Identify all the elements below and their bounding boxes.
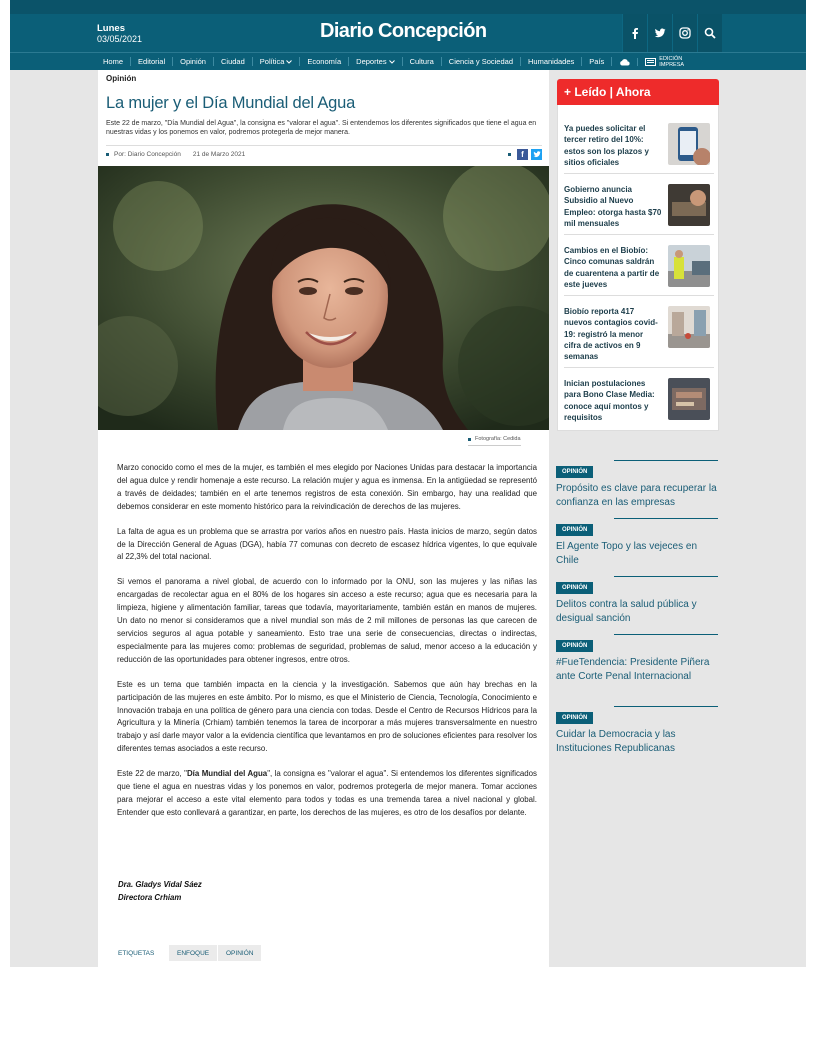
bullet-icon [106, 153, 109, 156]
current-day: Lunes [97, 23, 125, 34]
signature-role: Directora Crhiam [118, 892, 182, 902]
article-paragraph: Si vemos el panorama a nivel global, de acuerdo con lo informado por la ONU, son las mujeres y las niñas las encargadas de recolectar agua en el 80% de los hogares sin acceso a este recurso; agua que es necesaria para la limpieza, higiene y alimentación familiar, tareas que todavía, mayoritariamente, también están en manos de mujeres. Un dato no menor si consideramos que a nivel mundial son más de 2 mil millones de personas las que carecen de servicios seguros al agua potable y saneamiento. Esto trae una serie de consecuencias, directas o indirectas, especialmente para las mujeres como: problemas de seguridad, problemas de salud, menor acceso a la educación y reducción de las oportunidades para obtener ingresos, entre otros. [117, 577, 537, 664]
facebook-icon[interactable] [622, 14, 647, 52]
most-read-thumbnail[interactable] [668, 184, 710, 226]
nav-item-ciudad[interactable]: Ciudad [214, 57, 253, 66]
cloud-icon [619, 58, 630, 66]
article-paragraph: La falta de agua es un problema que se arrastra por varios años en nuestro país. Hasta inicios de marzo, según datos de la Dirección General de Aguas (DGA), había 77 comunas con decreto de escasez hídrica vigentes, lo que equivale al 22,3% del total nacional. [117, 526, 537, 562]
left-gutter [10, 70, 98, 967]
article-date: 21 de Marzo 2021 [192, 151, 246, 158]
nav-item-opinion[interactable]: Opinión [173, 57, 214, 66]
main-nav [10, 52, 806, 70]
bullet-icon [468, 438, 471, 441]
opinion-badge: OPINIÓN [556, 582, 593, 594]
most-read-item[interactable] [564, 306, 714, 368]
twitter-icon[interactable] [647, 14, 672, 52]
edition-label-line2: IMPRESA [659, 61, 685, 68]
opinion-title[interactable]: Cuidar la Democracia y las Instituciones Republicanas [556, 729, 676, 754]
opinion-badge: OPINIÓN [556, 640, 593, 652]
photo-credit [468, 436, 521, 446]
chevron-down-icon [286, 60, 292, 64]
nav-item-edicion-impresa[interactable] [638, 56, 691, 68]
opinion-item[interactable] [556, 634, 718, 683]
nav-item-editorial[interactable]: Editorial [131, 57, 173, 66]
site-header [10, 14, 806, 52]
nav-item-deportes[interactable] [349, 57, 402, 66]
nav-item-cultura[interactable]: Cultura [403, 57, 442, 66]
opinion-title[interactable]: #FueTendencia: Presidente Piñera ante Corte Penal Internacional [556, 657, 710, 682]
opinion-title[interactable]: Delitos contra la salud pública y desigual sanción [556, 599, 697, 624]
facebook-share-icon[interactable]: f [517, 149, 528, 160]
article-title: La mujer y el Día Mundial del Agua [106, 94, 356, 112]
divider [614, 576, 718, 577]
search-icon[interactable] [697, 14, 722, 52]
most-read-title[interactable]: Ya puedes solicitar el tercer retiro del 10%: estos son los plazos y sitios oficiales [564, 124, 649, 167]
header-social-links [622, 14, 722, 52]
nav-item-economia[interactable]: Economía [300, 57, 349, 66]
article-meta [106, 145, 542, 163]
divider [614, 518, 718, 519]
chevron-down-icon [389, 60, 395, 64]
most-read-thumbnail[interactable] [668, 245, 710, 287]
signature-name: Dra. Gladys Vidal Sáez [118, 880, 202, 889]
divider [614, 460, 718, 461]
nav-item-politica[interactable] [253, 57, 301, 66]
instagram-icon[interactable] [672, 14, 697, 52]
opinion-title[interactable]: El Agente Topo y las vejeces en Chile [556, 541, 698, 566]
most-read-thumbnail[interactable] [668, 123, 710, 165]
nav-item-weather[interactable] [612, 58, 638, 66]
divider [614, 634, 718, 635]
section-label[interactable]: Opinión [106, 74, 137, 83]
top-band [10, 0, 806, 14]
edition-label-line1: EDICIÓN [659, 55, 683, 62]
most-read-title[interactable]: Gobierno anuncia Subsidio al Nuevo Empleo: otorga hasta $70 mil mensuales [564, 185, 662, 228]
nav-item-ciencia[interactable]: Ciencia y Sociedad [442, 57, 521, 66]
article-paragraph [117, 768, 537, 820]
most-read-item[interactable] [564, 184, 714, 235]
opinion-item[interactable] [556, 576, 718, 625]
nav-item-humanidades[interactable]: Humanidades [521, 57, 582, 66]
divider [614, 706, 718, 707]
opinion-badge: OPINIÓN [556, 712, 593, 724]
most-read-title[interactable]: Biobío reporta 417 nuevos contagios covid-19: registró la menor cifra de activos en 9 semanas [564, 307, 658, 362]
most-read-title[interactable]: Inician postulaciones para Bono Clase Media: conoce aquí montos y requisitos [564, 379, 655, 422]
opinion-badge: OPINIÓN [556, 466, 593, 478]
most-read-thumbnail[interactable] [668, 306, 710, 348]
nav-item-home[interactable]: Home [96, 57, 131, 66]
twitter-share-icon[interactable] [531, 149, 542, 160]
share-buttons [508, 149, 542, 160]
site-logo[interactable]: Diario Concepción [320, 20, 487, 42]
nav-item-pais[interactable]: País [582, 57, 612, 66]
paragraph-text: Este 22 de marzo, " [117, 769, 187, 779]
opinion-item[interactable] [556, 706, 718, 755]
photo-credit-text: Fotografía: Cedida [475, 436, 521, 442]
most-read-item[interactable] [564, 245, 714, 296]
paragraph-bold-text: Día Mundial del Agua [186, 769, 268, 779]
opinion-badge: OPINIÓN [556, 524, 593, 536]
most-read-list [557, 105, 719, 431]
article-body [117, 462, 537, 832]
article-paragraph: Marzo conocido como el mes de la mujer, es también el mes elegido por Naciones Unidas para destacar la importancia del agua dulce y rendir homenaje a este recurso. La relación mujer y agua es inmensa. En la antigüedad se representó a través de deidades; también en el arte tenemos registros de esta conexión. Sin embargo, hay una realidad que debemos considerar en este momento histórico para la reivindicación de derechos de las mujeres. [117, 463, 537, 511]
article-signature [118, 879, 202, 904]
article-photo [98, 166, 549, 430]
tag-opinion[interactable]: OPINIÓN [218, 945, 261, 961]
most-read-header: + Leído | Ahora [557, 79, 719, 105]
most-read-title[interactable]: Cambios en el Biobío: Cinco comunas saldrán de cuarentena a partir de este jueves [564, 246, 660, 289]
article-paragraph: Este es un tema que también impacta en la ciencia y la investigación. Sabemos que aún hay brechas en la participación de las mujeres en este ámbito. Por lo mismo, es que el Ministerio de Ciencia, Tecnología, Conocimiento e Innovación trabaja en una política de género para una ciencia con todas. Desde el Centro de Recursos Hídricos para la Agricultura y la Minería (Crhiam) también tenemos la tarea de incorporar a más mujeres transversalmente en nuestro trabajo y así darle mayor valor a la evidencia científica que levantamos en pro de soluciones eficientes para resolver los diferentes temas asociados a este recurso. [117, 679, 537, 754]
nav-item-deportes-label: Deportes [356, 57, 387, 66]
paragraph-text: ", la consigna es "valorar el agua". Si entendemos los diferentes significados que tiene el agua en nuestras vidas y los ponemos en valor, podremos protegerla de mejor manera. Tomar acciones para mejorar el acceso a este vital elemento para todos y todas es una tremenda tarea a nivel nacional y global. Entender que esto conllevará a garantizar, en parte, los derechos de las mujeres, es otro de los desafíos por delante. [117, 769, 538, 817]
article-tags [98, 938, 549, 967]
most-read-item[interactable] [564, 378, 714, 429]
nav-item-politica-label: Política [259, 57, 285, 66]
bullet-icon [508, 153, 511, 156]
tag-enfoque[interactable]: ENFOQUE [169, 945, 217, 961]
article-lead: Este 22 de marzo, "Día Mundial del Agua", la consigna es "valorar el agua". Si entendemos los diferentes significados que tiene el agua en nuestras vidas y los ponemos en valor, podremos protegerla de mejor manera. [106, 120, 537, 136]
opinion-item[interactable] [556, 460, 718, 509]
most-read-thumbnail[interactable] [668, 378, 710, 420]
current-date [97, 24, 142, 44]
opinion-item[interactable] [556, 518, 718, 567]
newspaper-icon [645, 58, 656, 66]
current-date-value: 03/05/2021 [97, 34, 143, 44]
edition-label [659, 56, 684, 68]
nav-list [96, 53, 691, 70]
most-read-item[interactable] [564, 123, 714, 174]
opinion-title[interactable]: Propósito es clave para recuperar la confianza en las empresas [556, 483, 717, 508]
article [98, 70, 549, 938]
tags-label: ETIQUETAS [118, 950, 155, 957]
article-author: Por: Diario Concepción [114, 151, 181, 158]
